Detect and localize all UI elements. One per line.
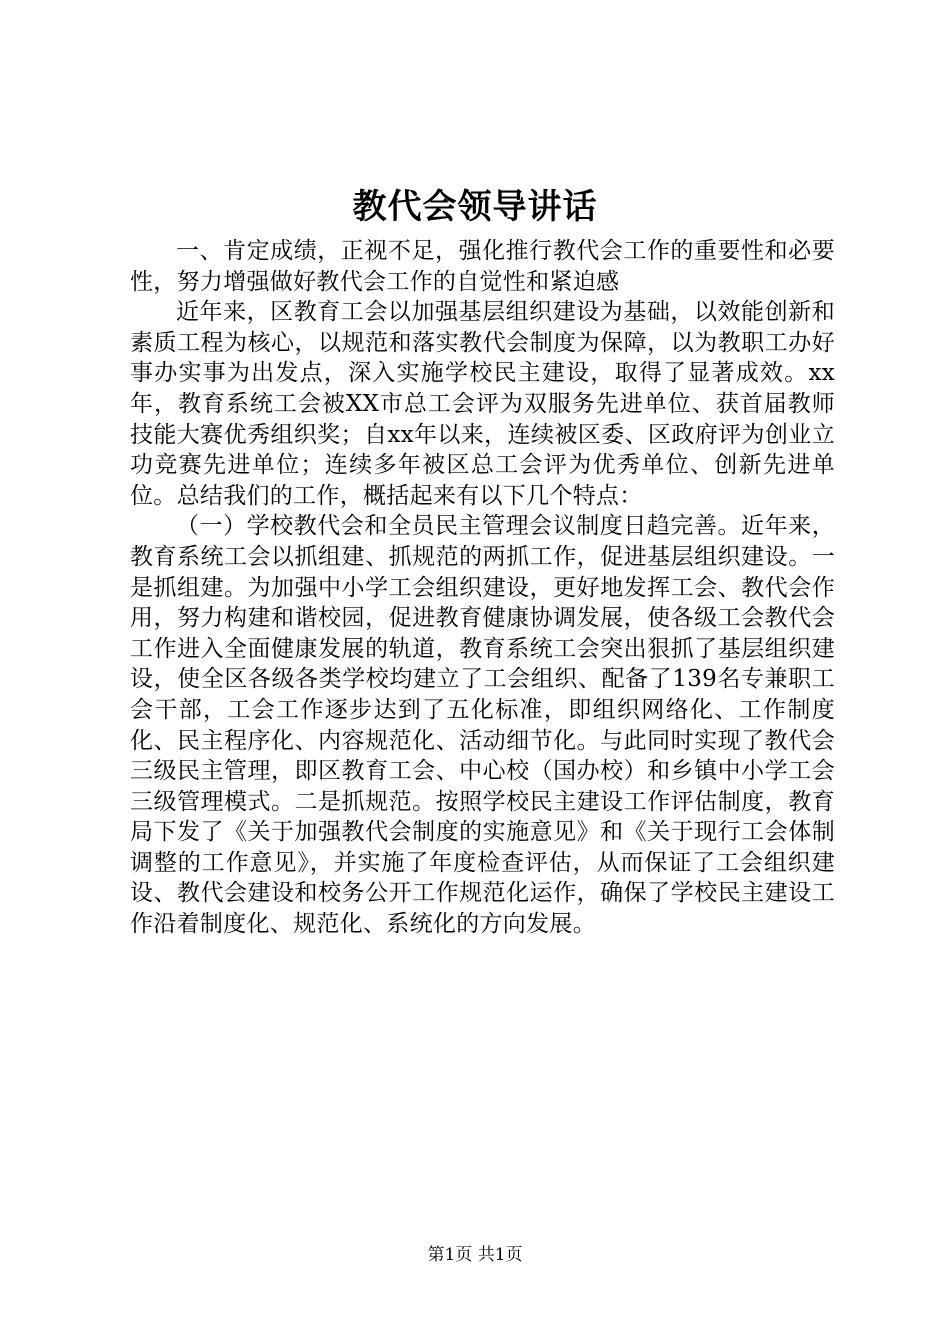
document-title: 教代会领导讲话 — [352, 187, 598, 227]
document-body — [130, 236, 835, 940]
paragraph-section-one: （一）学校教代会和全员民主管理会议制度日趋完善。近年来，教育系统工会以抓组建、抓规范的两抓工作，促进基层组织建设。一是抓组建。为加强中小学工会组织建设，更好地发挥工会、教代会作用，努力构建和谐校园，促进教育健康协调发展，使各级工会教代会工作进入全面健康发展的轨道，教育系统工会突出狠抓了基层组织建设，使全区各级各类学校均建立了工会组织、配备了139名专兼职工会干部，工会工作逐步达到了五化标准，即组织网络化、工作制度化、民主程序化、内容规范化、活动细节化。与此同时实现了教代会三级民主管理，即区教育工会、中心校（国办校）和乡镇中小学工会三级管理模式。二是抓规范。按照学校民主建设工作评估制度，教育局下发了《关于加强教代会制度的实施意见》和《关于现行工会体制调整的工作意见》，并实施了年度检查评估，从而保证了工会组织建设、教代会建设和校务公开工作规范化运作，确保了学校民主建设工作沿着制度化、规范化、系统化的方向发展。 — [130, 513, 835, 938]
page-footer: 第1页 共1页 — [427, 1245, 523, 1265]
paragraph-heading-one: 一、肯定成绩，正视不足，强化推行教代会工作的重要性和必要性，努力增强做好教代会工作的自觉性和紧迫感 — [130, 238, 835, 295]
paragraph-achievements: 近年来，区教育工会以加强基层组织建设为基础，以效能创新和素质工程为核心，以规范和落实教代会制度为保障，以为教职工办好事办实事为出发点，深入实施学校民主建设，取得了显著成效。xx年，教育系统工会被XX市总工会评为双服务先进单位、获首届教师技能大赛优秀组织奖；自xx年以来，连续被区委、区政府评为创业立功竞赛先进单位；连续多年被区总工会评为优秀单位、创新先进单位。总结我们的工作，概括起来有以下几个特点： — [130, 299, 835, 509]
